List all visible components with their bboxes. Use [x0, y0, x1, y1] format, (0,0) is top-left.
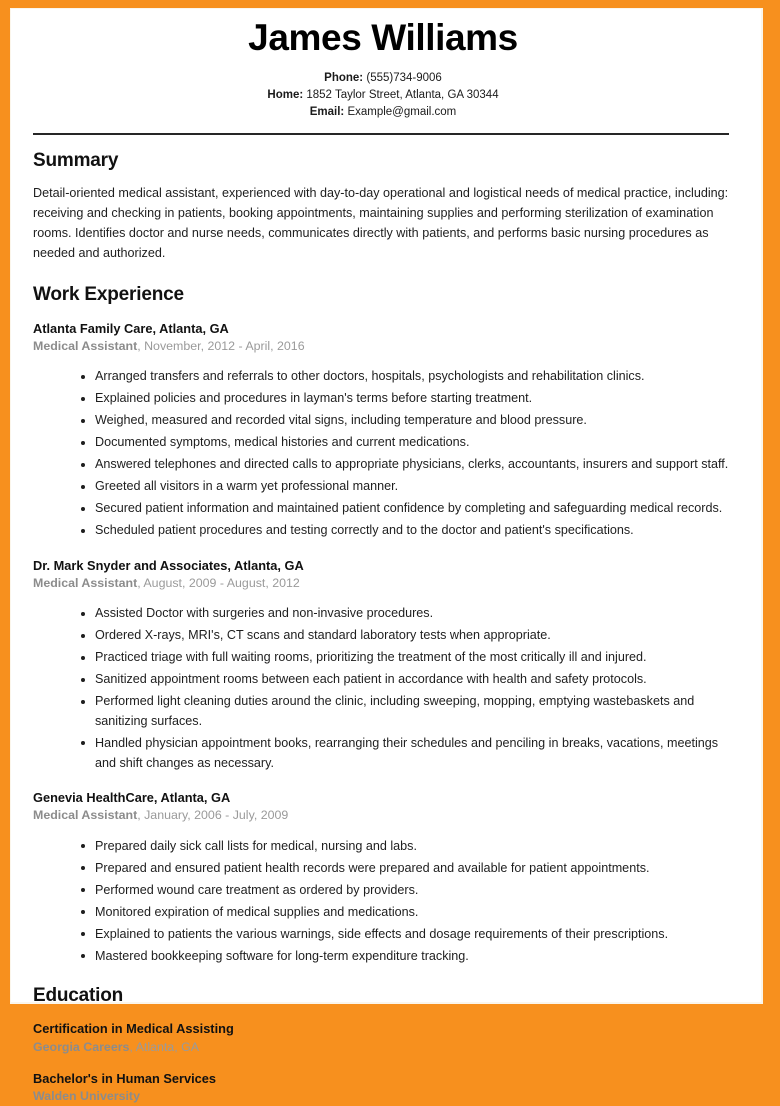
job-company-name: Dr. Mark Snyder and Associates [33, 557, 228, 573]
job-bullet: Scheduled patient procedures and testing correctly and to the doctor and patient's specifications. [81, 521, 733, 541]
education-entry [33, 1070, 733, 1106]
education-section [23, 985, 743, 1106]
education-degree: Certification in Medical Assisting [33, 1021, 234, 1037]
job-bullet: Performed wound care treatment as ordered by providers. [81, 881, 733, 901]
job-bullet: Weighed, measured and recorded vital signs, including temperature and blood pressure. [81, 411, 733, 431]
job-bullet: Explained to patients the various warnings, side effects and dosage requirements of their prescriptions. [81, 925, 733, 945]
job-company [33, 320, 733, 337]
contact-phone-label: Phone: [324, 71, 364, 84]
job-bullet: Performed light cleaning duties around the clinic, including sweeping, mopping, emptying wastebaskets and sanitizing surfaces. [81, 692, 733, 731]
contact-email-label: Email: [309, 106, 345, 119]
work-experience-section [23, 284, 743, 967]
job-company-name: Atlanta Family Care [33, 320, 153, 336]
job-entry [33, 320, 733, 541]
job-role: Medical Assistant [33, 576, 138, 591]
job-bullet: Ordered X-rays, MRI's, CT scans and standard laboratory tests when appropriate. [81, 626, 733, 646]
job-bullet: Explained policies and procedures in layman's terms before starting treatment. [81, 389, 733, 409]
job-bullet: Assisted Doctor with surgeries and non-invasive procedures. [81, 604, 733, 624]
education-entry [33, 1020, 733, 1056]
job-location: , Atlanta, GA [152, 320, 229, 336]
job-dates: , January, 2006 - July, 2009 [137, 808, 289, 823]
summary-heading: Summary [33, 149, 119, 171]
job-bullet: Secured patient information and maintained patient confidence by completing and safeguarding medical records. [81, 499, 733, 519]
contact-phone-value: (555)734-9006 [366, 71, 442, 84]
job-meta [33, 338, 733, 355]
job-bullet: Monitored expiration of medical supplies and medications. [81, 903, 733, 923]
education-school: Georgia Careers [33, 1040, 130, 1055]
contact-home-label: Home: [267, 89, 304, 102]
contact-email-value: Example@gmail.com [347, 106, 457, 119]
education-degree: Bachelor's in Human Services [33, 1070, 216, 1086]
job-company-name: Genevia HealthCare [33, 790, 154, 806]
job-role: Medical Assistant [33, 338, 138, 353]
education-school: Walden University [33, 1089, 140, 1104]
resume-header [23, 17, 743, 122]
job-bullet: Documented symptoms, medical histories and current medications. [81, 433, 733, 453]
job-bullet: Handled physician appointment books, rearranging their schedules and penciling in breaks, vacations, meetings and shift changes as necessary. [81, 734, 733, 773]
job-bullet: Arranged transfers and referrals to other doctors, hospitals, psychologists and rehabilitation clinics. [81, 367, 733, 387]
resume-document [11, 9, 761, 1104]
job-company [33, 789, 733, 806]
job-bullet: Mastered bookkeeping software for long-term expenditure tracking. [81, 947, 733, 967]
summary-section [23, 150, 743, 264]
job-location: , Atlanta, GA [227, 557, 304, 573]
contact-phone [23, 70, 743, 87]
job-role: Medical Assistant [33, 808, 138, 823]
job-bullet-list [33, 367, 733, 541]
education-list [33, 1020, 733, 1106]
page-inset-border [10, 8, 763, 1104]
education-location: , Atlanta, GA [129, 1040, 199, 1055]
job-meta [33, 807, 733, 824]
education-meta [33, 1039, 733, 1056]
job-entry [33, 557, 733, 773]
header-divider [33, 133, 729, 135]
page-title: James Williams [248, 17, 518, 58]
job-location: , Atlanta, GA [153, 790, 231, 806]
job-bullet: Sanitized appointment rooms between each patient in accordance with health and safety protocols. [81, 670, 733, 690]
job-bullet-list [33, 837, 733, 967]
job-entry [33, 789, 733, 966]
job-bullet: Prepared and ensured patient health records were prepared and available for patient appointments. [81, 859, 733, 879]
job-dates: , August, 2009 - August, 2012 [137, 576, 300, 591]
job-meta [33, 575, 733, 592]
job-bullet: Practiced triage with full waiting rooms, prioritizing the treatment of the most critically ill and injured. [81, 648, 733, 668]
summary-text: Detail-oriented medical assistant, experienced with day-to-day operational and logistical needs of medical practice, including: receiving and checking in patients, booking appointments, maintaining supplies and performing sterilization of examination rooms. Identifies doctor and nurse needs, communicates directly with patients, and performs basic nursing procedures as needed and authorized. [33, 185, 729, 260]
contact-home-value: 1852 Taylor Street, Atlanta, GA 30344 [306, 89, 499, 102]
education-meta [33, 1088, 733, 1105]
education-heading: Education [33, 985, 124, 1007]
job-company [33, 557, 733, 574]
job-bullet: Answered telephones and directed calls to appropriate physicians, clerks, accountants, insurers and support staff. [81, 455, 733, 475]
contact-email [23, 104, 743, 121]
contact-block [23, 70, 743, 122]
work-experience-heading: Work Experience [33, 283, 184, 305]
jobs-list [33, 320, 733, 967]
job-bullet-list [33, 604, 733, 773]
job-bullet: Greeted all visitors in a warm yet professional manner. [81, 477, 733, 497]
contact-home [23, 87, 743, 104]
job-bullet: Prepared daily sick call lists for medical, nursing and labs. [81, 837, 733, 857]
job-dates: , November, 2012 - April, 2016 [137, 338, 305, 353]
